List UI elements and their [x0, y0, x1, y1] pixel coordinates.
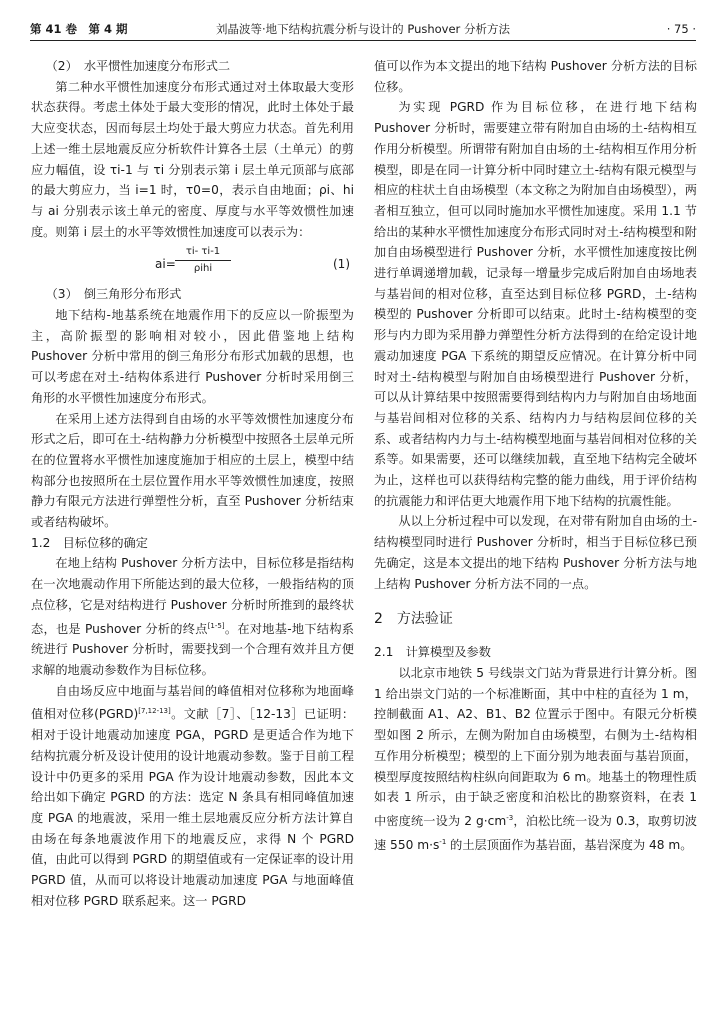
paragraph: 地下结构-地基系统在地震作用下的反应以一阶振型为主，高阶振型的影响相对较小，因此借鉴地上结构 Pushover 分析中常用的倒三角形分布形式加载的思想，也可以考虑在对土-结构体系进行 Pushover 分析时采用倒三角形的水平惯性加速度分布形式。 [31, 308, 354, 405]
paragraph [31, 553, 354, 680]
superscript: -3 [506, 813, 514, 822]
page-number: · 75 · [666, 22, 696, 36]
citation: [1-5] [207, 621, 225, 630]
equation-1 [31, 242, 354, 284]
paragraph-text: 自由场反应中地面与基岩间的峰值相对位移称为地面峰值相对位移(PGRD) [31, 683, 354, 722]
journal-volume: 第 41 卷 第 4 期 [30, 22, 128, 36]
paragraph: 在采用上述方法得到自由场的水平等效惯性加速度分布形式之后，即可在土-结构静力分析模型中按照各土层单元所在的位置将水平惯性加速度施加于相应的土层上，模型中结构部分也按照所在土层位置作用水平等效惯性加速度，按照静力有限元方法进行弹塑性分析，直至 Pushover 分析结束或者结构破坏。 [31, 411, 354, 530]
paragraph-text: ，泊松比统一设为 0.3，取剪切波速 550 m·s [374, 813, 697, 852]
paragraph-text: 。文献［7］、［12-13］已证明：相对于设计地震动加速度 PGA，PGRD 是更适合作为地下结构抗震分析及设计使用的设计地震动参数。鉴于目前工程设计中仍更多的采用 PGA 作为设计地震动参数，因此本文给出如下确定 PGRD 的方法：选定 N 条具有相同峰值加速度 PGA 的地震波，采用一维土层地震反应分析方法计算自由场在每条地震波作用下的地震反应，求得 N 个 PGRD 值，由此可以得到 PGRD 的期望值或有一定保证率的设计用 PGRD 值，从而可以将设计地震动加速度 PGA 与地面峰值相对位移 PGRD 联系起来。这一 PGRD [31, 707, 355, 908]
paragraph [374, 663, 697, 855]
equation-lhs: ai= [155, 257, 176, 272]
paragraph: 值可以作为本文提出的地下结构 Pushover 分析方法的目标位移。 [374, 59, 697, 94]
equation-numerator: τi- τi-1 [175, 244, 231, 261]
paragraph-text: 在地上结构 Pushover 分析方法中，目标位移是指结构在一次地震动作用下所能达到的最大位移，一般指结构的顶点位移，它是对结构进行 Pushover 分析时所推到的最终状态，也是 Pushover 分析的终点 [31, 556, 354, 636]
section-heading-2-1: 2.1 计算模型及参数 [374, 645, 491, 660]
subheading-distribution-3: （3） 倒三角形分布形式 [45, 287, 182, 302]
section-heading-1-2: 1.2 目标位移的确定 [31, 535, 148, 550]
section-heading-2: 2 方法验证 [374, 611, 453, 628]
paragraph [31, 681, 354, 912]
citation: [7,12-13] [138, 707, 171, 716]
page-header [30, 18, 696, 41]
equation-number: (1) [333, 257, 350, 272]
paragraph-text: 以北京市地铁 5 号线崇文门站为背景进行计算分析。图 1 给出崇文门站的一个标准断面，其中中柱的直径为 1 m，控制截面 A1、A2、B1、B2 位置示于图中。有限元分析模型如图 2 所示，左侧为附加自由场模型，右侧为土-结构相互作用分析模型；模型的上下面分别为地表面与基岩顶面，模型厚度按照结构柱纵向间距取为 6 m。地基土的物理性质如表 1 所示，由于缺乏密度和泊松比的勘察资料，在表 1 中密度统一设为 2 g·cm [374, 665, 697, 828]
equation-fraction [175, 244, 231, 277]
paragraph-text: 。在对地基-地下结构系统进行 Pushover 分析时，需要找到一个合理有效并且方便求解的地震动参数作为目标位移。 [31, 621, 354, 678]
paragraph: 第二种水平惯性加速度分布形式通过对土体取最大变形状态获得。考虑土体处于最大变形的情况，此时土体处于最大应变状态，因而每层土均处于最大剪应力状态。首先利用上述一维土层地震反应分析软件计算各土层（土单元）的剪应力幅值，设 τi-1 与 τi 分别表示第 i 层土单元顶部与底部的最大剪应力，当 i=1 时，τ0=0，表示自由地面；ρi、hi 与 ai 分别表示该土单元的密度、厚度与水平等效惯性加速度。则第 i 层土的水平等效惯性加速度可以表示为： [31, 79, 354, 239]
paragraph-text: 的土层顶面作为基岩面，基岩深度为 48 m。 [446, 837, 693, 852]
paragraph: 从以上分析过程中可以发现，在对带有附加自由场的土-结构模型同时进行 Pushover 分析时，相当于目标位移已预先确定，这是本文提出的地下结构 Pushover 分析方法与地上结构 Pushover 分析方法不同的一点。 [374, 514, 697, 591]
running-title: 刘晶波等·地下结构抗震分析与设计的 Pushover 分析方法 [216, 22, 510, 36]
right-column [374, 56, 697, 855]
superscript: -1 [439, 837, 447, 846]
subheading-distribution-2: （2） 水平惯性加速度分布形式二 [45, 59, 231, 73]
paragraph: 为实现 PGRD 作为目标位移，在进行地下结构 Pushover 分析时，需要建立带有附加自由场的土-结构相互作用分析模型。所谓带有附加自由场的土-结构相互作用分析模型，即是在同一计算分析中同时建立土-结构有限元模型与相应的柱状土自由场模型（本文称之为附加自由场模型），两者相互独立，但可以同时施加水平惯性加速度。采用 1.1 节给出的某种水平惯性加速度分布形式同时对土-结构模型和附加自由场模型进行 Pushover 分析，水平惯性加速度按比例进行单调递增加载，记录每一增量步完成后附加自由场地表与基岩间的相对位移，直至达到目标位移 PGRD，土-结构模型的 Pushover 分析即可以结束。此时土-结构模型的变形与内力即为采用静力弹塑性分析方法得到的在给定设计地震动加速度 PGA 下系统的期望反应情况。在计算分析中同时对土-结构模型与附加自由场模型进行 Pushover 分析，可以从计算结果中按照需要得到结构内力与附加自由场地面与基岩间相对位移的关系、结构内力与结构层间位移的关系、或者结构内力与土-结构模型地面与基岩间相对位移的关系等。如果需要，还可以继续加载，直至地下结构完全破坏为止，这样也可以获得结构完整的能力曲线，用于评价结构的抗震能力和评估更大地震作用下地下结构的抗震性能。 [374, 100, 697, 508]
equation-denominator: ρihi [193, 263, 213, 275]
left-column [31, 56, 354, 912]
